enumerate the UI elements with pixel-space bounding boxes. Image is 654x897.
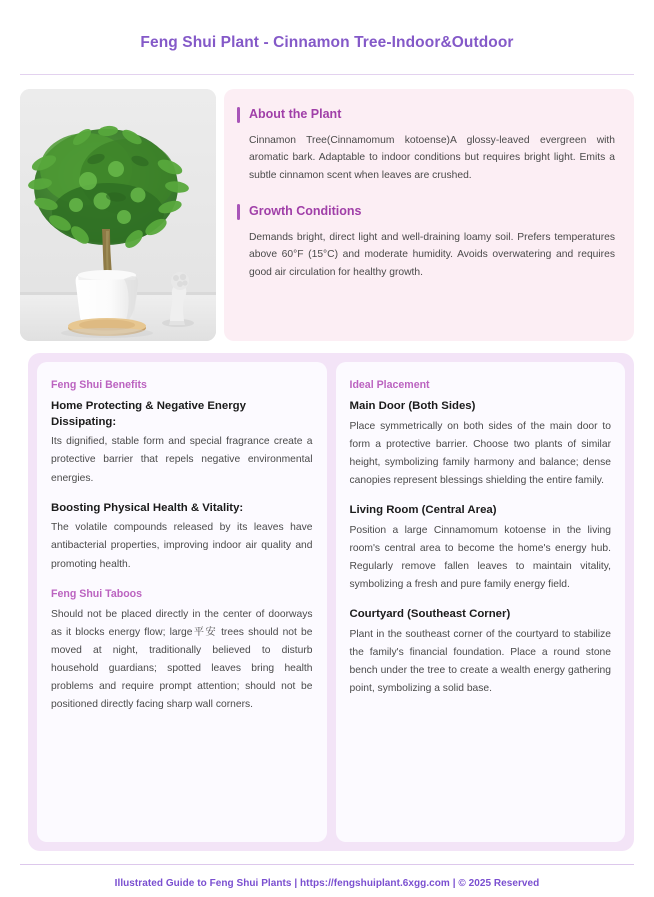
taboos-body: Should not be placed directly in the center of doorways as it blocks energy flow; large平安 trees should not be moved at night, traditionally believed to disturb household guardians; spotted leaves bring health problems and require prompt attention; should not be positioned directly facing sharp wall corners. <box>51 608 313 711</box>
benefit-body: The volatile compounds released by its leaves have antibacterial properties, improving indoor air quality and promoting health. <box>51 522 313 570</box>
benefits-label: Feng Shui Benefits <box>51 378 147 391</box>
page-title: Feng Shui Plant - Cinnamon Tree-Indoor&Outdoor <box>140 34 514 51</box>
placement-entry <box>350 503 612 594</box>
details-section <box>28 353 634 851</box>
info-panel <box>224 89 634 341</box>
header-divider <box>20 74 634 75</box>
benefit-title: Boosting Physical Health & Vitality: <box>51 501 244 514</box>
benefits-card <box>37 362 327 842</box>
benefit-body: Its dignified, stable form and special fragrance create a protective barrier that repels negative environmental energies. <box>51 436 313 484</box>
about-block <box>237 107 617 185</box>
placement-title: Main Door (Both Sides) <box>349 399 476 412</box>
growth-block <box>237 204 617 282</box>
accent-bar-icon <box>237 107 240 123</box>
placement-label: Ideal Placement <box>349 378 430 391</box>
about-heading-text: About the Plant <box>249 107 342 122</box>
benefit-entry <box>51 501 313 574</box>
accent-bar-icon <box>237 204 240 220</box>
about-body: Cinnamon Tree(Cinnamomum kotoense)A glossy-leaved evergreen with aromatic bark. Adaptable to indoor conditions but requires bright light. Emits a subtle cinnamon scent when leaves are crushed. <box>249 134 615 181</box>
growth-heading <box>237 204 617 220</box>
benefit-entry <box>51 399 313 488</box>
growth-body: Demands bright, direct light and well-draining loamy soil. Prefers temperatures above 60°F (15°C) and moderate humidity. Avoids overwatering and requires good air circulation for healthy growth. <box>249 231 615 279</box>
footer-divider <box>20 864 634 865</box>
placement-body: Plant in the southeast corner of the courtyard to stabilize the family's financial foundation. Place a round stone bench under the tree to create a wealth energy gathering point, symbolizing a solid base. <box>349 628 611 695</box>
plant-photo-illustration <box>20 89 216 341</box>
growth-heading-text: Growth Conditions <box>249 204 362 219</box>
about-heading <box>237 107 617 123</box>
overview-section <box>8 89 634 341</box>
placement-body: Place symmetrically on both sides of the main door to form a protective barrier. Choose two plants of similar height, symbolizing family harmony and balance; dense canopies represent blessings shielding the entire family. <box>349 420 611 486</box>
placement-title: Courtyard (Southeast Corner) <box>349 608 511 621</box>
placement-entry <box>350 607 612 698</box>
plant-photo <box>20 89 216 341</box>
placement-title: Living Room (Central Area) <box>349 504 497 516</box>
footer-text: Illustrated Guide to Feng Shui Plants | https://fengshuiplant.6xgg.com | © 2025 Reserved <box>114 877 540 889</box>
placement-body: Position a large Cinnamomum kotoense in the living room's central area to become the home's energy hub. Regularly remove fallen leaves to maintain vitality, symbolizing a fresh and pure family energy field. <box>349 524 611 591</box>
taboos-label: Feng Shui Taboos <box>51 587 143 600</box>
benefit-title: Home Protecting & Negative Energy Dissipating: <box>51 399 246 428</box>
placement-card <box>336 362 626 842</box>
page-header <box>0 0 654 53</box>
placement-entry <box>350 399 612 490</box>
